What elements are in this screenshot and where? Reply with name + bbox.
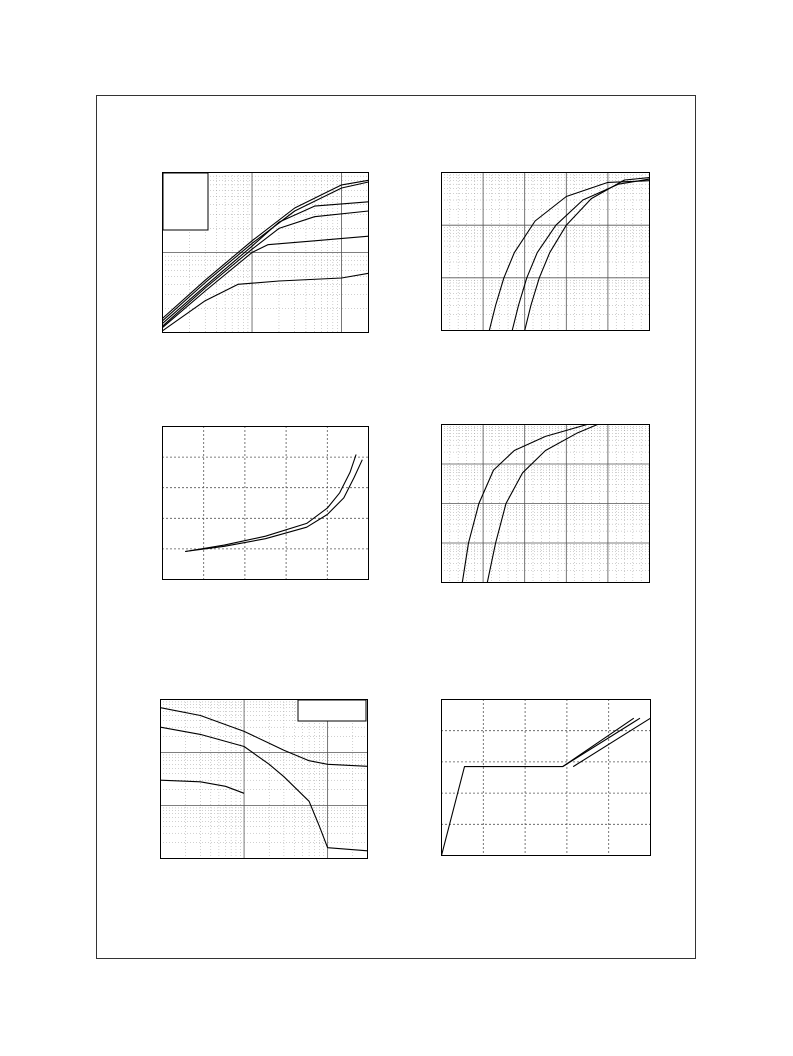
chart-2-svg bbox=[441, 172, 650, 331]
chart-6-svg bbox=[441, 699, 651, 856]
plot-border bbox=[163, 427, 369, 580]
series-line-3 bbox=[161, 780, 245, 793]
series-line-1 bbox=[442, 718, 634, 855]
series-line-2 bbox=[512, 179, 649, 330]
plot-border bbox=[442, 700, 651, 856]
series-line-3 bbox=[525, 178, 650, 331]
chart-3 bbox=[162, 426, 369, 580]
chart-2 bbox=[441, 172, 650, 331]
plot-border bbox=[161, 700, 368, 859]
series-line-2 bbox=[185, 460, 362, 552]
chart-4 bbox=[441, 424, 650, 583]
chart-5 bbox=[160, 699, 368, 859]
series-line-2 bbox=[161, 727, 368, 851]
plot-border bbox=[442, 173, 650, 331]
series-line-2 bbox=[563, 718, 640, 766]
chart-1-svg bbox=[162, 172, 369, 333]
chart-4-svg bbox=[441, 424, 650, 583]
chart-1 bbox=[162, 172, 369, 333]
series-line-3 bbox=[573, 718, 650, 766]
chart-6 bbox=[441, 699, 651, 856]
legend-box bbox=[163, 173, 208, 230]
legend-box bbox=[298, 700, 366, 721]
chart-5-svg bbox=[160, 699, 368, 859]
series-line-1 bbox=[489, 181, 649, 331]
chart-3-svg bbox=[162, 426, 369, 580]
